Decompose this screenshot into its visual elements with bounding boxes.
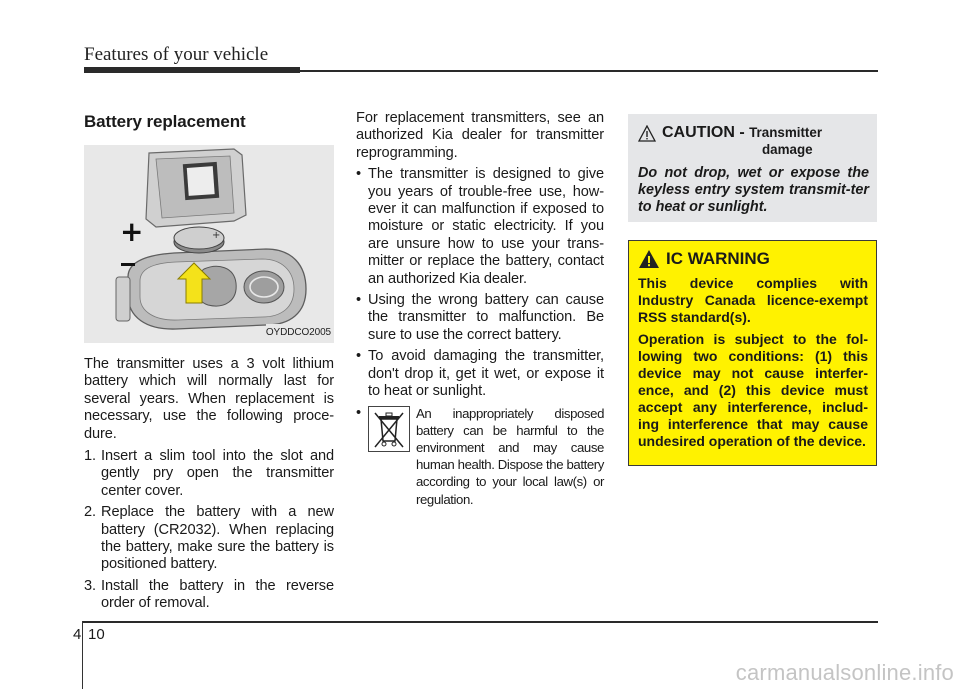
site-watermark: carmanualsonline.info	[735, 660, 954, 685]
bullet-text: The transmitter is designed to give you years of trouble-free use, how-ever it can malfunction if exposed to moisture or static electricity. If you are unsure how to use your trans-mitter or replace the battery, contact an authorized Kia dealer.	[368, 166, 604, 287]
figure-code: OYDDCO2005	[266, 324, 331, 341]
step-number: 2.	[84, 504, 96, 521]
battery-figure	[84, 145, 334, 343]
disposal-note	[356, 405, 604, 508]
header-bar-thin	[300, 70, 878, 72]
disposal-text: An inappropriately disposed battery can be harmful to the environment and may cause human health. Dispose the battery according to your local law(s) or regulation.	[416, 405, 604, 507]
caution-triangle-icon	[638, 125, 656, 142]
page-number-divider	[82, 621, 83, 689]
replacement-steps	[84, 448, 334, 613]
header-bar-thick	[84, 67, 300, 73]
step-text: Insert a slim tool into the slot and gently pry open the transmitter center cover.	[101, 448, 334, 499]
battery-intro-paragraph: The transmitter uses a 3 volt lithium battery which will normally last for several years. When replacement is necessary, use the following proce-dure.	[84, 356, 334, 442]
list-item	[84, 578, 334, 613]
step-text: Replace the battery with a new battery (CR2032). When replacing the battery, make sure the battery is positioned battery.	[101, 504, 334, 573]
step-text: Install the battery in the reverse order of removal.	[101, 577, 334, 612]
warning-paragraph-2: Operation is subject to the fol-lowing two conditions: (1) this device may not cause interfer-ence, and (2) this device must accept any interference, includ-ing interference that may cause undesired operation of the device.	[638, 331, 868, 449]
caution-subject-line2: damage	[762, 142, 813, 157]
warning-header	[638, 249, 868, 269]
warning-title: IC WARNING	[666, 249, 770, 268]
bullet-icon: •	[356, 404, 362, 421]
bullet-icon: •	[356, 292, 362, 309]
footer-rule	[82, 621, 878, 623]
crossed-out-bin-icon	[368, 406, 410, 452]
chapter-number: 4	[73, 626, 82, 643]
list-item	[84, 448, 334, 500]
caution-label: CAUTION -	[662, 124, 745, 141]
middle-column	[356, 110, 604, 508]
step-number: 3.	[84, 577, 96, 594]
caution-header	[638, 124, 869, 142]
page-header-title: Features of your vehicle	[84, 44, 269, 65]
ic-warning-box	[628, 240, 877, 466]
page-number: 10	[88, 626, 105, 643]
bullet-icon: •	[356, 166, 362, 183]
caution-subject: Transmitter	[749, 125, 823, 140]
list-item	[356, 292, 604, 344]
list-item	[356, 348, 604, 400]
bullet-text: Using the wrong battery can cause the transmitter to malfunction. Be sure to use the correct battery.	[368, 292, 604, 343]
step-number: 1.	[84, 448, 96, 465]
svg-text:+: +	[212, 230, 221, 241]
replacement-transmitter-paragraph: For replacement transmitters, see an authorized Kia dealer for transmitter reprogramming.	[356, 110, 604, 161]
bullet-text: To avoid damaging the transmitter, don't drop it, get it wet, or expose it to heat or sunlight.	[368, 348, 604, 400]
section-heading: Battery replacement	[84, 112, 246, 131]
caution-text: Do not drop, wet or expose the keyless entry system transmit-ter to heat or sunlight.	[638, 165, 869, 215]
left-column	[84, 108, 334, 617]
svg-text:+: +	[120, 215, 144, 248]
key-fob-illustration	[84, 145, 334, 343]
caution-box	[628, 114, 877, 222]
bullet-icon: •	[356, 348, 362, 365]
warning-paragraph-1: This device complies with Industry Canada licence-exempt RSS standard(s).	[638, 275, 868, 325]
list-item	[84, 504, 334, 574]
list-item	[356, 166, 604, 288]
warning-triangle-icon	[638, 249, 660, 269]
transmitter-notes	[356, 166, 604, 400]
